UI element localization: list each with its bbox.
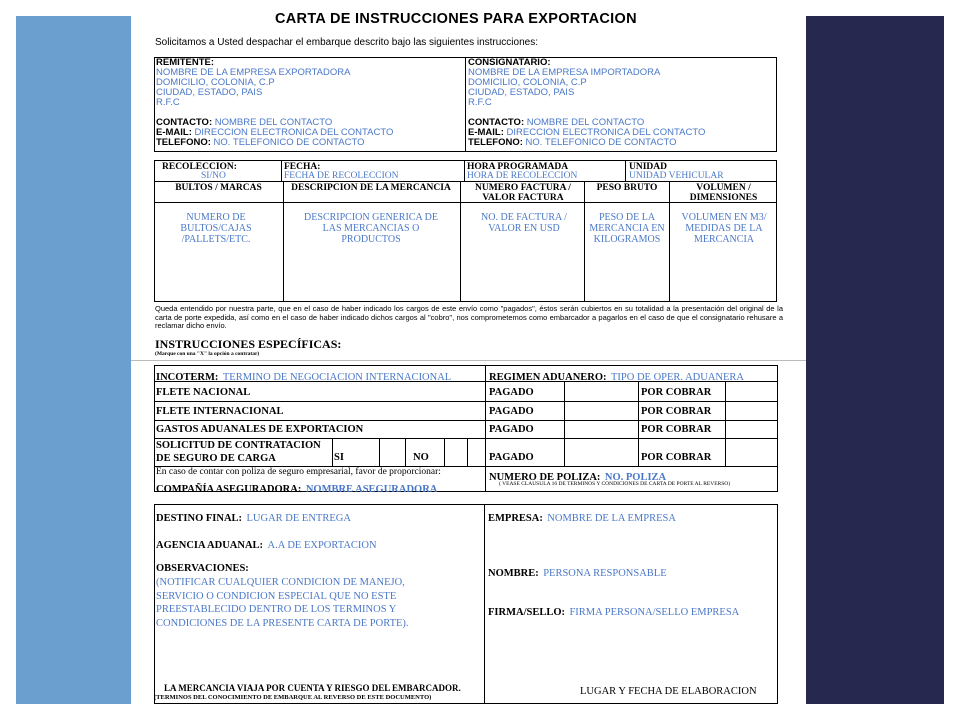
charge-row-label: FLETE INTERNACIONAL xyxy=(156,406,284,417)
legal-text: Queda entendido por nuestra parte, que en el caso de haber indicado los cargos de este envío como "pagados", éstos serán cubiertos en su totalidad a la presentación del original de la carta de porte expedida, así como en el caso de haber indicado dichos cargos al "cobro", nos comprometemos como embarcador a pagarlos en el caso de que el consignatario rehusare a reclamar dicho envío. xyxy=(155,304,783,330)
place-date-label: LUGAR Y FECHA DE ELABORACION xyxy=(580,686,757,697)
sender-line: R.F.C xyxy=(156,97,180,108)
obs-line: PREESTABLECIDO DENTRO DE LOS TERMINOS Y xyxy=(156,604,397,615)
regimen-value: TIPO DE OPER. ADUANERA xyxy=(611,372,745,383)
export-instructions-sheet xyxy=(131,0,806,720)
sender-heading: REMITENTE: xyxy=(156,57,215,68)
empresa-label: EMPRESA: xyxy=(488,513,543,524)
recoleccion-value: SI/NO xyxy=(201,171,226,181)
obs-line: (NOTIFICAR CUALQUIER CONDICION DE MANEJO, xyxy=(156,577,405,588)
goods-line xyxy=(281,160,282,182)
goods-line xyxy=(154,181,777,182)
col-header: BULTOS / MARCAS xyxy=(175,183,262,193)
sender-line: NOMBRE DE LA EMPRESA EXPORTADORA xyxy=(156,67,351,78)
agencia-row xyxy=(156,535,377,553)
sender-phone-label: TELEFONO: xyxy=(156,137,211,148)
consignee-section xyxy=(468,58,660,108)
intro-text: Solicitamos a Usted despachar el embarque descrito bajo las siguientes instrucciones: xyxy=(155,37,538,48)
por-cobrar-label: POR COBRAR xyxy=(641,387,712,398)
col-header: VOLUMEN / DIMENSIONES xyxy=(689,183,758,203)
obs-label: OBSERVACIONES: xyxy=(156,563,249,574)
fecha-value: FECHA DE RECOLECCION xyxy=(284,171,399,181)
destino-label: DESTINO FINAL: xyxy=(156,513,243,524)
risk-line: LA MERCANCIA VIAJA POR CUENTA Y RIESGO DEL EMBARCADOR. xyxy=(164,683,461,693)
incoterm-label: INCOTERM: xyxy=(156,372,219,383)
pagado-label: PAGADO xyxy=(489,452,534,463)
unidad-label: UNIDAD xyxy=(629,162,667,172)
sender-email-value: DIRECCION ELECTRONICA DEL CONTACTO xyxy=(194,127,394,138)
page-separator xyxy=(131,360,806,361)
hora-label: HORA PROGRAMADA xyxy=(467,162,569,172)
agencia-label: AGENCIA ADUANAL: xyxy=(156,540,264,551)
hora-value: HORA DE RECOLECCION xyxy=(467,171,578,181)
goods-value: NUMERO DE BULTOS/CAJAS /PALLETS/ETC. xyxy=(180,212,252,245)
goods-line xyxy=(625,160,626,182)
goods-line xyxy=(464,160,465,182)
consignee-email-value: DIRECCION ELECTRONICA DEL CONTACTO xyxy=(506,127,706,138)
consignee-email-label: E-MAIL: xyxy=(468,127,504,138)
sender-line: DOMICILIO, COLONIA, C.P xyxy=(156,77,275,88)
charges-line xyxy=(467,438,468,466)
consignee-contact-label: CONTACTO: xyxy=(468,117,525,128)
charges-line xyxy=(485,365,486,492)
policy-note: ( VEASE CLAUSULA 16 DE TERMINOS Y CONDICIONES DE CARTA DE PORTE AL REVERSO) xyxy=(499,481,731,487)
incoterm-value: TERMINO DE NEGOCIACION INTERNACIONAL xyxy=(222,372,452,383)
firma-value: FIRMA PERSONA/SELLO EMPRESA xyxy=(569,607,740,618)
insurance-request xyxy=(156,439,321,465)
nombre-label: NOMBRE: xyxy=(488,568,539,579)
consignee-line: NOMBRE DE LA EMPRESA IMPORTADORA xyxy=(468,67,661,78)
consignee-phone-label: TELEFONO: xyxy=(468,137,523,148)
firma-row xyxy=(488,602,739,620)
empresa-value: NOMBRE DE LA EMPRESA xyxy=(547,513,676,524)
right-decorative-bar xyxy=(806,16,944,704)
sender-contact-label: CONTACTO: xyxy=(156,117,213,128)
por-cobrar-label: POR COBRAR xyxy=(641,406,712,417)
specific-heading: INSTRUCCIONES ESPECÍFICAS: xyxy=(155,337,342,351)
goods-value: VOLUMEN EN M3/ MEDIDAS DE LA MERCANCIA xyxy=(681,212,767,245)
sender-section xyxy=(156,58,350,108)
unidad-value: UNIDAD VEHICULAR xyxy=(629,171,724,181)
destino-row xyxy=(156,508,351,526)
obs-line: CONDICIONES DE LA PRESENTE CARTA DE PORTE). xyxy=(156,617,409,629)
obs-line: SERVICIO O CONDICION ESPECIAL QUE NO ESTE xyxy=(156,590,397,602)
nombre-value: PERSONA RESPONSABLE xyxy=(543,568,667,579)
por-cobrar-label: POR COBRAR xyxy=(641,452,712,463)
col-header: PESO BRUTO xyxy=(596,183,658,193)
obs-text xyxy=(156,576,409,630)
insurance-request-line: DE SEGURO DE CARGA xyxy=(156,453,276,464)
nombre-row xyxy=(488,563,667,581)
parties-divider xyxy=(465,57,466,152)
firma-label: FIRMA/SELLO: xyxy=(488,607,566,618)
no-label: NO xyxy=(413,452,429,463)
charges-line xyxy=(332,438,333,466)
recoleccion-label: RECOLECCION: xyxy=(162,162,237,172)
charges-line xyxy=(379,438,380,466)
consignee-line: CIUDAD, ESTADO, PAIS xyxy=(468,87,575,98)
left-decorative-bar xyxy=(16,16,131,704)
charges-line xyxy=(405,438,406,466)
pagado-label: PAGADO xyxy=(489,387,534,398)
regimen-label: REGIMEN ADUANERO: xyxy=(489,372,607,383)
charges-line xyxy=(154,420,778,421)
consignee-phone-value: NO. TELEFONICO DE CONTACTO xyxy=(525,137,677,148)
goods-line xyxy=(283,181,284,302)
consignee-contact-value: NOMBRE DEL CONTACTO xyxy=(526,117,645,128)
si-label: SI xyxy=(334,452,344,463)
goods-line xyxy=(669,181,670,302)
no-checkbox[interactable] xyxy=(445,440,466,465)
incoterm-row xyxy=(156,367,451,385)
policy-label: NUMERO DE POLIZA: xyxy=(489,472,601,483)
policy-value: NO. POLIZA xyxy=(604,472,667,483)
insurer-value: NOMBRE ASEGURADORA xyxy=(305,484,438,495)
goods-value: PESO DE LA MERCANCIA EN KILOGRAMOS xyxy=(589,212,665,245)
empresa-row xyxy=(488,508,676,526)
pagado-checkbox[interactable] xyxy=(565,382,637,400)
insurer-label: COMPAÑÍA ASEGURADORA: xyxy=(156,484,302,495)
pagado-label: PAGADO xyxy=(489,406,534,417)
pagado-label: PAGADO xyxy=(489,424,534,435)
fecha-label: FECHA: xyxy=(284,162,321,172)
insurance-request-line: SOLICITUD DE CONTRATACION xyxy=(156,440,321,451)
specific-note: (Marque con una "X" la opción a contratar) xyxy=(155,351,260,357)
consignee-line: R.F.C xyxy=(468,97,492,108)
insurer-row xyxy=(156,479,437,497)
risk-note: (TERMINOS DEL CONOCIMIENTO DE EMBARQUE AL REVERSO DE ESTE DOCUMENTO) xyxy=(154,694,432,701)
charge-row-label: FLETE NACIONAL xyxy=(156,387,251,398)
final-divider xyxy=(484,504,485,704)
sender-contact-value: NOMBRE DEL CONTACTO xyxy=(214,117,333,128)
sender-contact xyxy=(156,118,393,148)
por-cobrar-checkbox[interactable] xyxy=(726,382,777,400)
goods-value: DESCRIPCION GENERICA DE LAS MERCANCIAS O PRODUCTOS xyxy=(304,212,438,245)
consignee-heading: CONSIGNATARIO: xyxy=(468,57,551,68)
agencia-value: A.A DE EXPORTACION xyxy=(267,540,377,551)
destino-value: LUGAR DE ENTREGA xyxy=(246,513,351,524)
consignee-contact xyxy=(468,118,705,148)
goods-value: NO. DE FACTURA / VALOR EN USD xyxy=(481,212,567,234)
por-cobrar-label: POR COBRAR xyxy=(641,424,712,435)
sender-line: CIUDAD, ESTADO, PAIS xyxy=(156,87,263,98)
sender-phone-value: NO. TELEFONICO DE CONTACTO xyxy=(213,137,365,148)
charge-row-label: GASTOS ADUANALES DE EXPORTACION xyxy=(156,424,364,435)
si-checkbox[interactable] xyxy=(381,440,404,465)
goods-line xyxy=(460,181,461,302)
charges-line xyxy=(638,381,639,466)
goods-line xyxy=(584,181,585,302)
consignee-line: DOMICILIO, COLONIA, C.P xyxy=(468,77,587,88)
col-header: NUMERO FACTURA / VALOR FACTURA xyxy=(475,183,571,203)
document-title: CARTA DE INSTRUCCIONES PARA EXPORTACION xyxy=(275,11,637,27)
col-header: DESCRIPCION DE LA MERCANCIA xyxy=(291,183,451,193)
insurance-note: En caso de contar con poliza de seguro empresarial, favor de proporcionar: xyxy=(156,467,441,477)
sender-email-label: E-MAIL: xyxy=(156,127,192,138)
charges-line xyxy=(154,401,778,402)
